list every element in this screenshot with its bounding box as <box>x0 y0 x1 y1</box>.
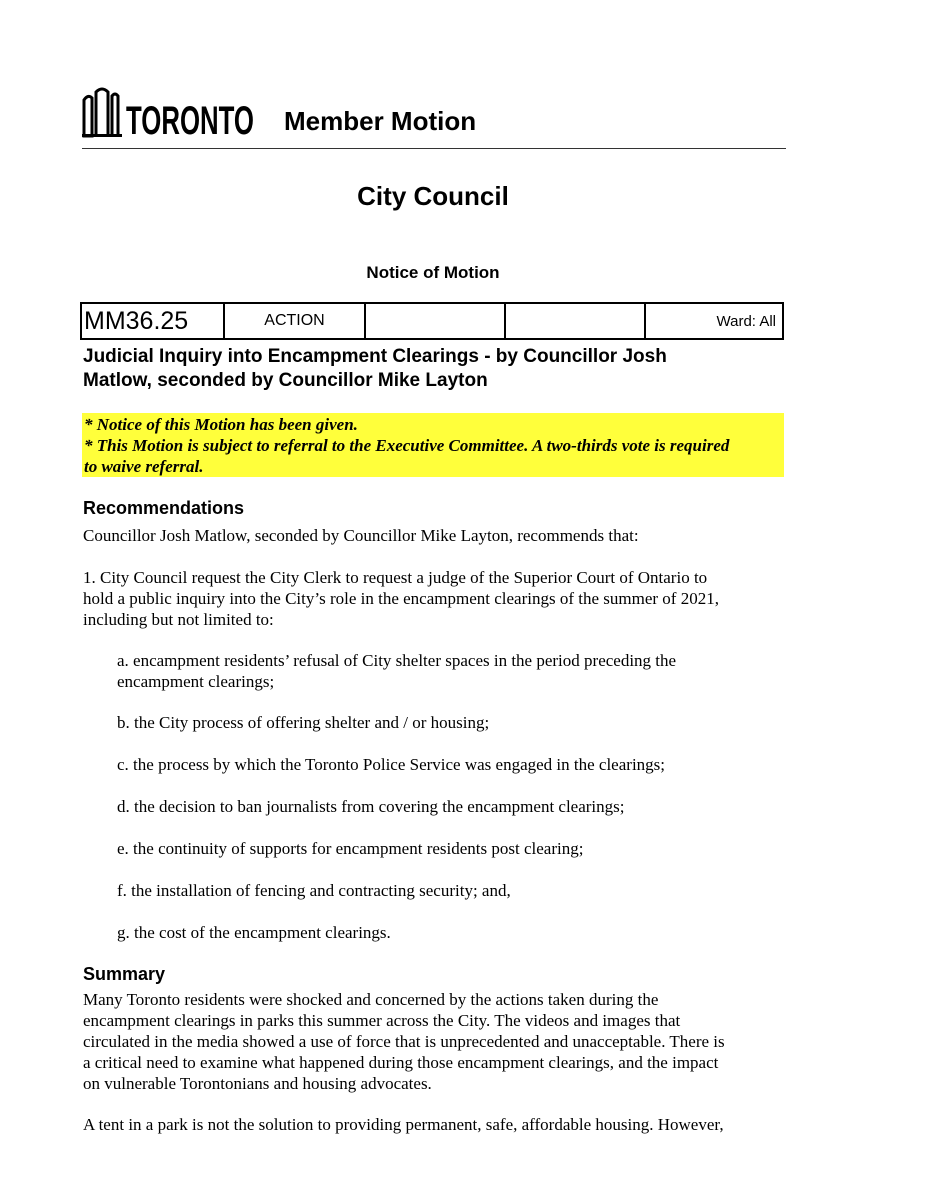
referral-notice-line: * This Motion is subject to referral to the Executive Committee. A two-thirds vote is required <box>84 436 730 455</box>
motion-title <box>83 345 783 393</box>
referral-notice-line: * Notice of this Motion has been given. <box>84 415 358 434</box>
page-title: Member Motion <box>284 106 477 136</box>
motion-action: ACTION <box>225 304 366 338</box>
recommendations-heading: Recommendations <box>83 498 245 518</box>
list-item-line: b. the City process of offering shelter and / or housing; <box>117 713 490 732</box>
paragraph-line: Many Toronto residents were shocked and concerned by the actions taken during the <box>83 990 659 1009</box>
list-item <box>117 712 777 733</box>
summary-heading: Summary <box>83 964 166 984</box>
motion-title-line: Judicial Inquiry into Encampment Clearings - by Councillor Josh <box>83 346 667 367</box>
recommendation-point-1 <box>83 567 788 630</box>
list-item <box>117 922 777 943</box>
list-item-line: g. the cost of the encampment clearings. <box>117 923 391 942</box>
notice-heading: Notice of Motion <box>366 263 500 282</box>
empty-cell <box>506 304 646 338</box>
motion-info-table <box>80 302 784 340</box>
paragraph-line: on vulnerable Torontonians and housing advocates. <box>83 1074 432 1093</box>
paragraph-line: hold a public inquiry into the City’s role in the encampment clearings of the summer of 2021, <box>83 589 719 608</box>
paragraph-line: Councillor Josh Matlow, seconded by Councillor Mike Layton, recommends that: <box>83 526 639 545</box>
paragraph-line: A tent in a park is not the solution to providing permanent, safe, affordable housing. However, <box>83 1115 724 1134</box>
list-item-line: encampment clearings; <box>117 672 275 691</box>
empty-cell <box>366 304 506 338</box>
summary-paragraph-1 <box>83 989 788 1094</box>
list-item-line: c. the process by which the Toronto Police Service was engaged in the clearings; <box>117 755 666 774</box>
header-divider <box>82 148 786 149</box>
list-item <box>117 880 777 901</box>
referral-notice <box>82 413 784 477</box>
list-item <box>117 650 777 692</box>
document-header <box>82 84 786 150</box>
toronto-logo <box>82 86 258 143</box>
council-heading: City Council <box>357 181 509 211</box>
list-item-line: e. the continuity of supports for encampment residents post clearing; <box>117 839 584 858</box>
motion-title-line: Matlow, seconded by Councillor Mike Layton <box>83 370 488 391</box>
referral-notice-line: to waive referral. <box>84 457 204 476</box>
list-item <box>117 796 777 817</box>
list-item-line: a. encampment residents’ refusal of City shelter spaces in the period preceding the <box>117 651 677 670</box>
list-item <box>117 838 777 859</box>
paragraph-line: a critical need to examine what happened during those encampment clearings, and the impact <box>83 1053 719 1072</box>
list-item-line: d. the decision to ban journalists from covering the encampment clearings; <box>117 797 625 816</box>
paragraph-line: 1. City Council request the City Clerk to request a judge of the Superior Court of Ontario to <box>83 568 708 587</box>
list-item <box>117 754 777 775</box>
svg-text:TORONTO: TORONTO <box>126 99 254 143</box>
toronto-city-hall-logo-icon <box>82 86 258 143</box>
paragraph-line: including but not limited to: <box>83 610 274 629</box>
motion-id: MM36.25 <box>82 304 225 338</box>
paragraph-line: encampment clearings in parks this summer across the City. The videos and images that <box>83 1011 681 1030</box>
list-item-line: f. the installation of fencing and contracting security; and, <box>117 881 511 900</box>
paragraph-line: circulated in the media showed a use of force that is unprecedented and unacceptable. There is <box>83 1032 725 1051</box>
summary-paragraph-2 <box>83 1114 788 1135</box>
recommendations-intro <box>83 525 788 546</box>
motion-ward: Ward: All <box>716 312 776 330</box>
